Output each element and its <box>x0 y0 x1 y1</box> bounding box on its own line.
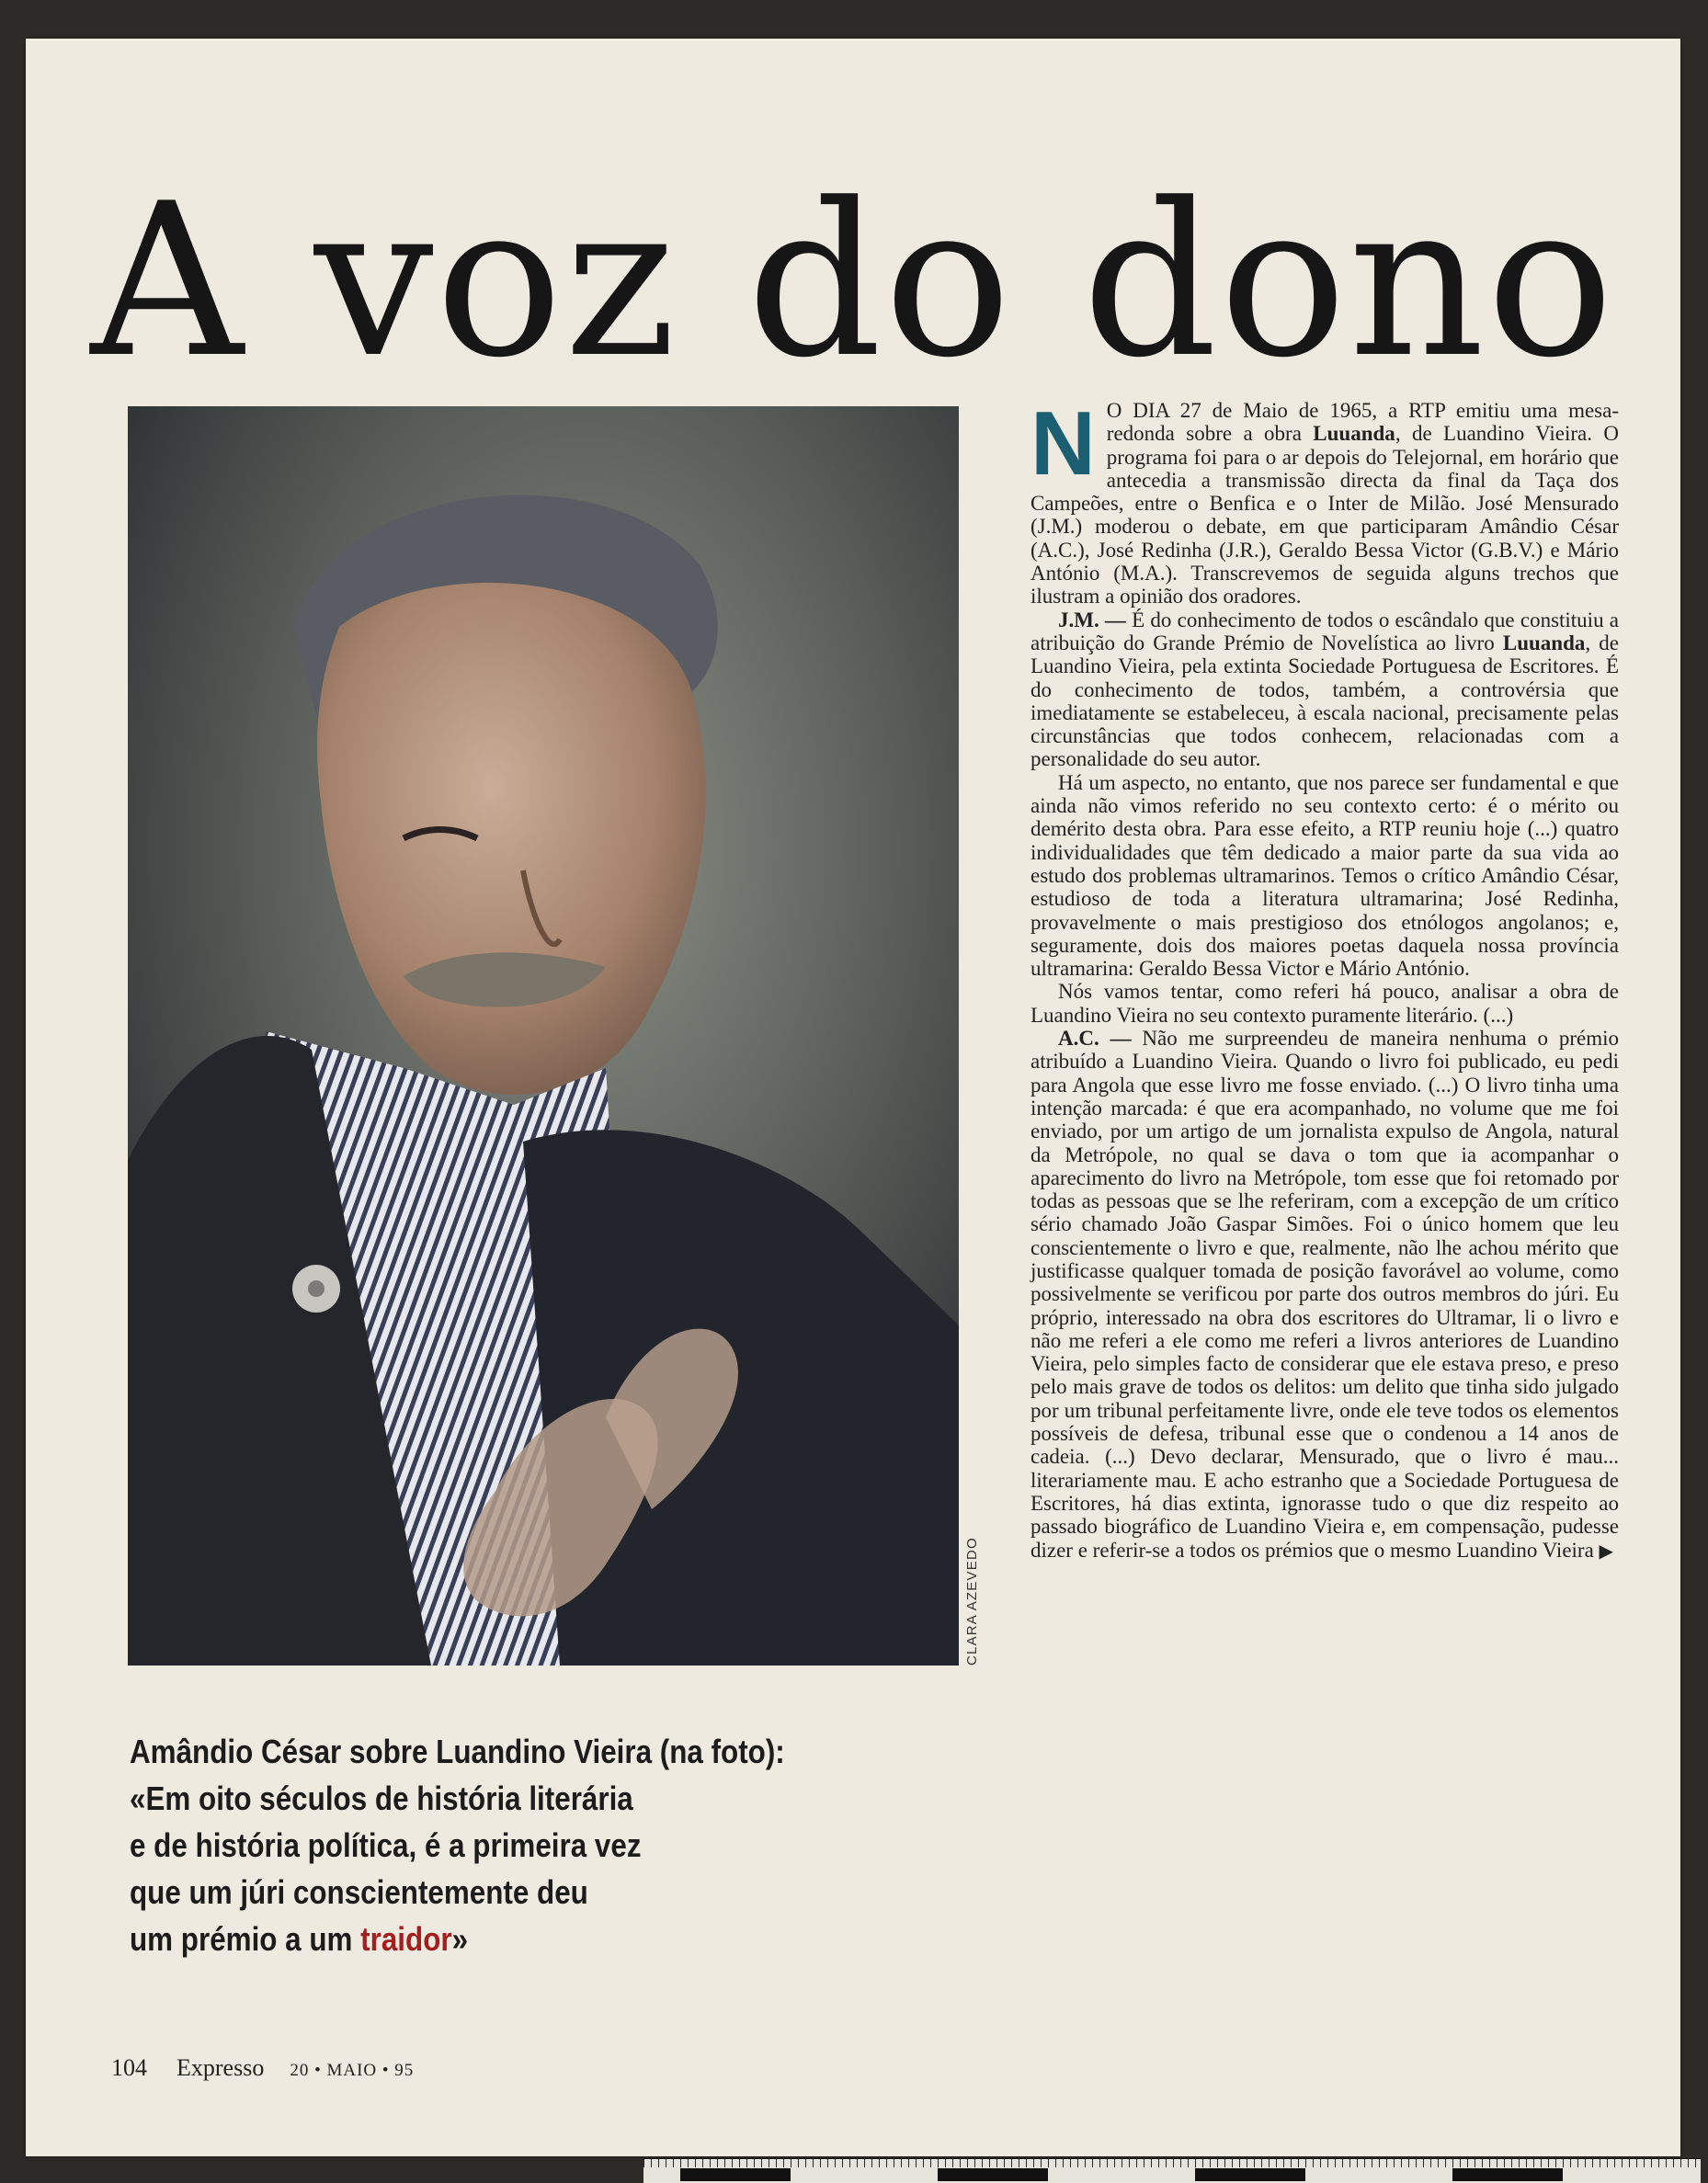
article-paragraph <box>1030 608 1619 771</box>
article-paragraph: Há um aspecto, no entanto, que nos parece ser fundamental e que ainda não vimos referido no seu contexto certo: é o mérito ou demérito desta obra. Para esse efeito, a RTP reuniu hoje (...) quatro individualidades que têm dedicado a maior parte da sua vida ao estudo dos problemas ultramarinos. Temos o crítico Amândio César, estudioso de toda a literatura ultramarina; José Redinha, provavelmente o mais prestigioso dos etnólogos angolanos; e, seguramente, dois dos maiores poetas daquela nossa província ultramarina: Geraldo Bessa Victor e Mário António. <box>1030 770 1619 981</box>
caption-line: Amândio César sobre Luandino Vieira (na foto): <box>130 1733 785 1770</box>
article-text: É do conhecimento de todos o escândalo que constituiu a atribuição do Grande Prémio de Novelística ao livro <box>1030 608 1619 654</box>
issue-date: 20 • MAIO • 95 <box>290 2061 415 2080</box>
caption-line <box>130 1916 746 1962</box>
drop-cap: N <box>1030 392 1096 494</box>
caption-text: » <box>451 1920 469 1958</box>
article-text: , de Luandino Vieira, pela extinta Sociedade Portuguesa de Escritores. É do conhecimento de todos, também, a controvérsia que imediatamente se estabeleceu, à escala nacional, precisamente pelas circunstâncias que todos conhecem, relacionadas com a personalidade do seu autor. <box>1030 631 1619 771</box>
page-footer <box>111 2054 414 2082</box>
portrait-photo <box>128 406 959 1666</box>
photo-caption <box>130 1728 785 1962</box>
speaker-label: J.M. — <box>1058 608 1126 631</box>
page-title: A voz do dono <box>90 159 1616 404</box>
article-text: , de Luandino Vieira. O programa foi para o ar depois do Telejornal, em horário que antecedia a transmissão directa da final da Taça dos Campeões, entre o Benfica e o Inter de Milão. José Mensurado (J.M.) moderou o debate, em que participaram Amândio César (A.C.), José Redinha (J.R.), Geraldo Bessa Victor (G.B.V.) e Mário António (M.A.). Transcrevemos de seguida alguns trechos que ilustram a opinião dos oradores. <box>1030 422 1619 608</box>
caption-line: e de história política, é a primeira vez <box>130 1826 642 1864</box>
magazine-name: Expresso <box>176 2054 265 2081</box>
magazine-page <box>26 39 1680 2156</box>
speaker-label: A.C. — <box>1058 1027 1132 1051</box>
photo-credit: CLARA AZEVEDO <box>964 1537 980 1666</box>
ruler-block <box>1452 2168 1563 2181</box>
page-number: 104 <box>111 2054 147 2081</box>
caption-line: «Em oito séculos de história literária <box>130 1779 633 1817</box>
article-paragraph: Nós vamos tentar, como referi há pouco, analisar a obra de Luandino Vieira no seu contexto puramente literário. (...) <box>1030 980 1619 1027</box>
article-text: Não me surpreendeu de maneira nenhuma o prémio atribuído a Luandino Vieira. Quando o livro foi publicado, eu pedi para Angola que esse livro me fosse enviado. (...) O livro tinha uma intenção marcada: é que era acompanhado, no volume que me foi enviado, por um artigo de um jornalista expulso de Angola, natural da Metrópole, no qual se dava o tom que ia acompanhar o aparecimento do livro na Metrópole, tom esse que foi retomado por todas as pessoas que se lhe referiram, com a excepção de um crítico sério chamado João Gaspar Simões. Foi o único homem que leu conscientemente o livro e que, realmente, não lhe achou mérito que justificasse qualquer tomada de posição favorável ao volume, como possivelmente se verificou por parte dos outros membros do júri. Eu próprio, interessado na obra dos escritores do Ultramar, li o livro e não me referi a ele como me referi a livros anteriores de Luandino Vieira, pelo simples facto de considerar que ele estava preso, e preso pelo mais grave de todos os delitos: um delito que tinha sido julgado por um tribunal perfeitamente livre, onde ele teve todos os elementos possíveis de defesa, tribunal esse que o condenou a 14 anos de cadeia. (...) Devo declarar, Mensurado, que o livro é mau... literariamente mau. E acho estranho que a Sociedade Portuguesa de Escritores, há dias extinta, ignorasse tudo o que diz respeito ao passado biográfico de Luandino Vieira e, em compensação, pudesse dizer e referir-se a todos os prémios que o mesmo Luandino Vieira <box>1030 1027 1619 1562</box>
ruler-block <box>680 2168 791 2181</box>
continue-arrow-icon: ▶ <box>1599 1541 1613 1562</box>
article-paragraph <box>1030 1027 1619 1563</box>
ruler-block <box>1195 2168 1305 2181</box>
caption-line: que um júri conscientemente deu <box>130 1873 588 1911</box>
article-text: O DIA 27 de Maio de 1965, a RTP emitiu uma mesa-redonda sobre a obra <box>1106 399 1619 446</box>
caption-text: um prémio a um <box>130 1920 361 1958</box>
article-paragraph <box>1030 392 1619 608</box>
article-body <box>1030 392 1619 1563</box>
scale-ruler <box>643 2158 1701 2183</box>
ruler-block <box>938 2168 1048 2181</box>
book-title: Luuanda <box>1313 422 1395 446</box>
book-title: Luuanda <box>1502 631 1586 654</box>
caption-highlight: traidor <box>360 1920 452 1958</box>
